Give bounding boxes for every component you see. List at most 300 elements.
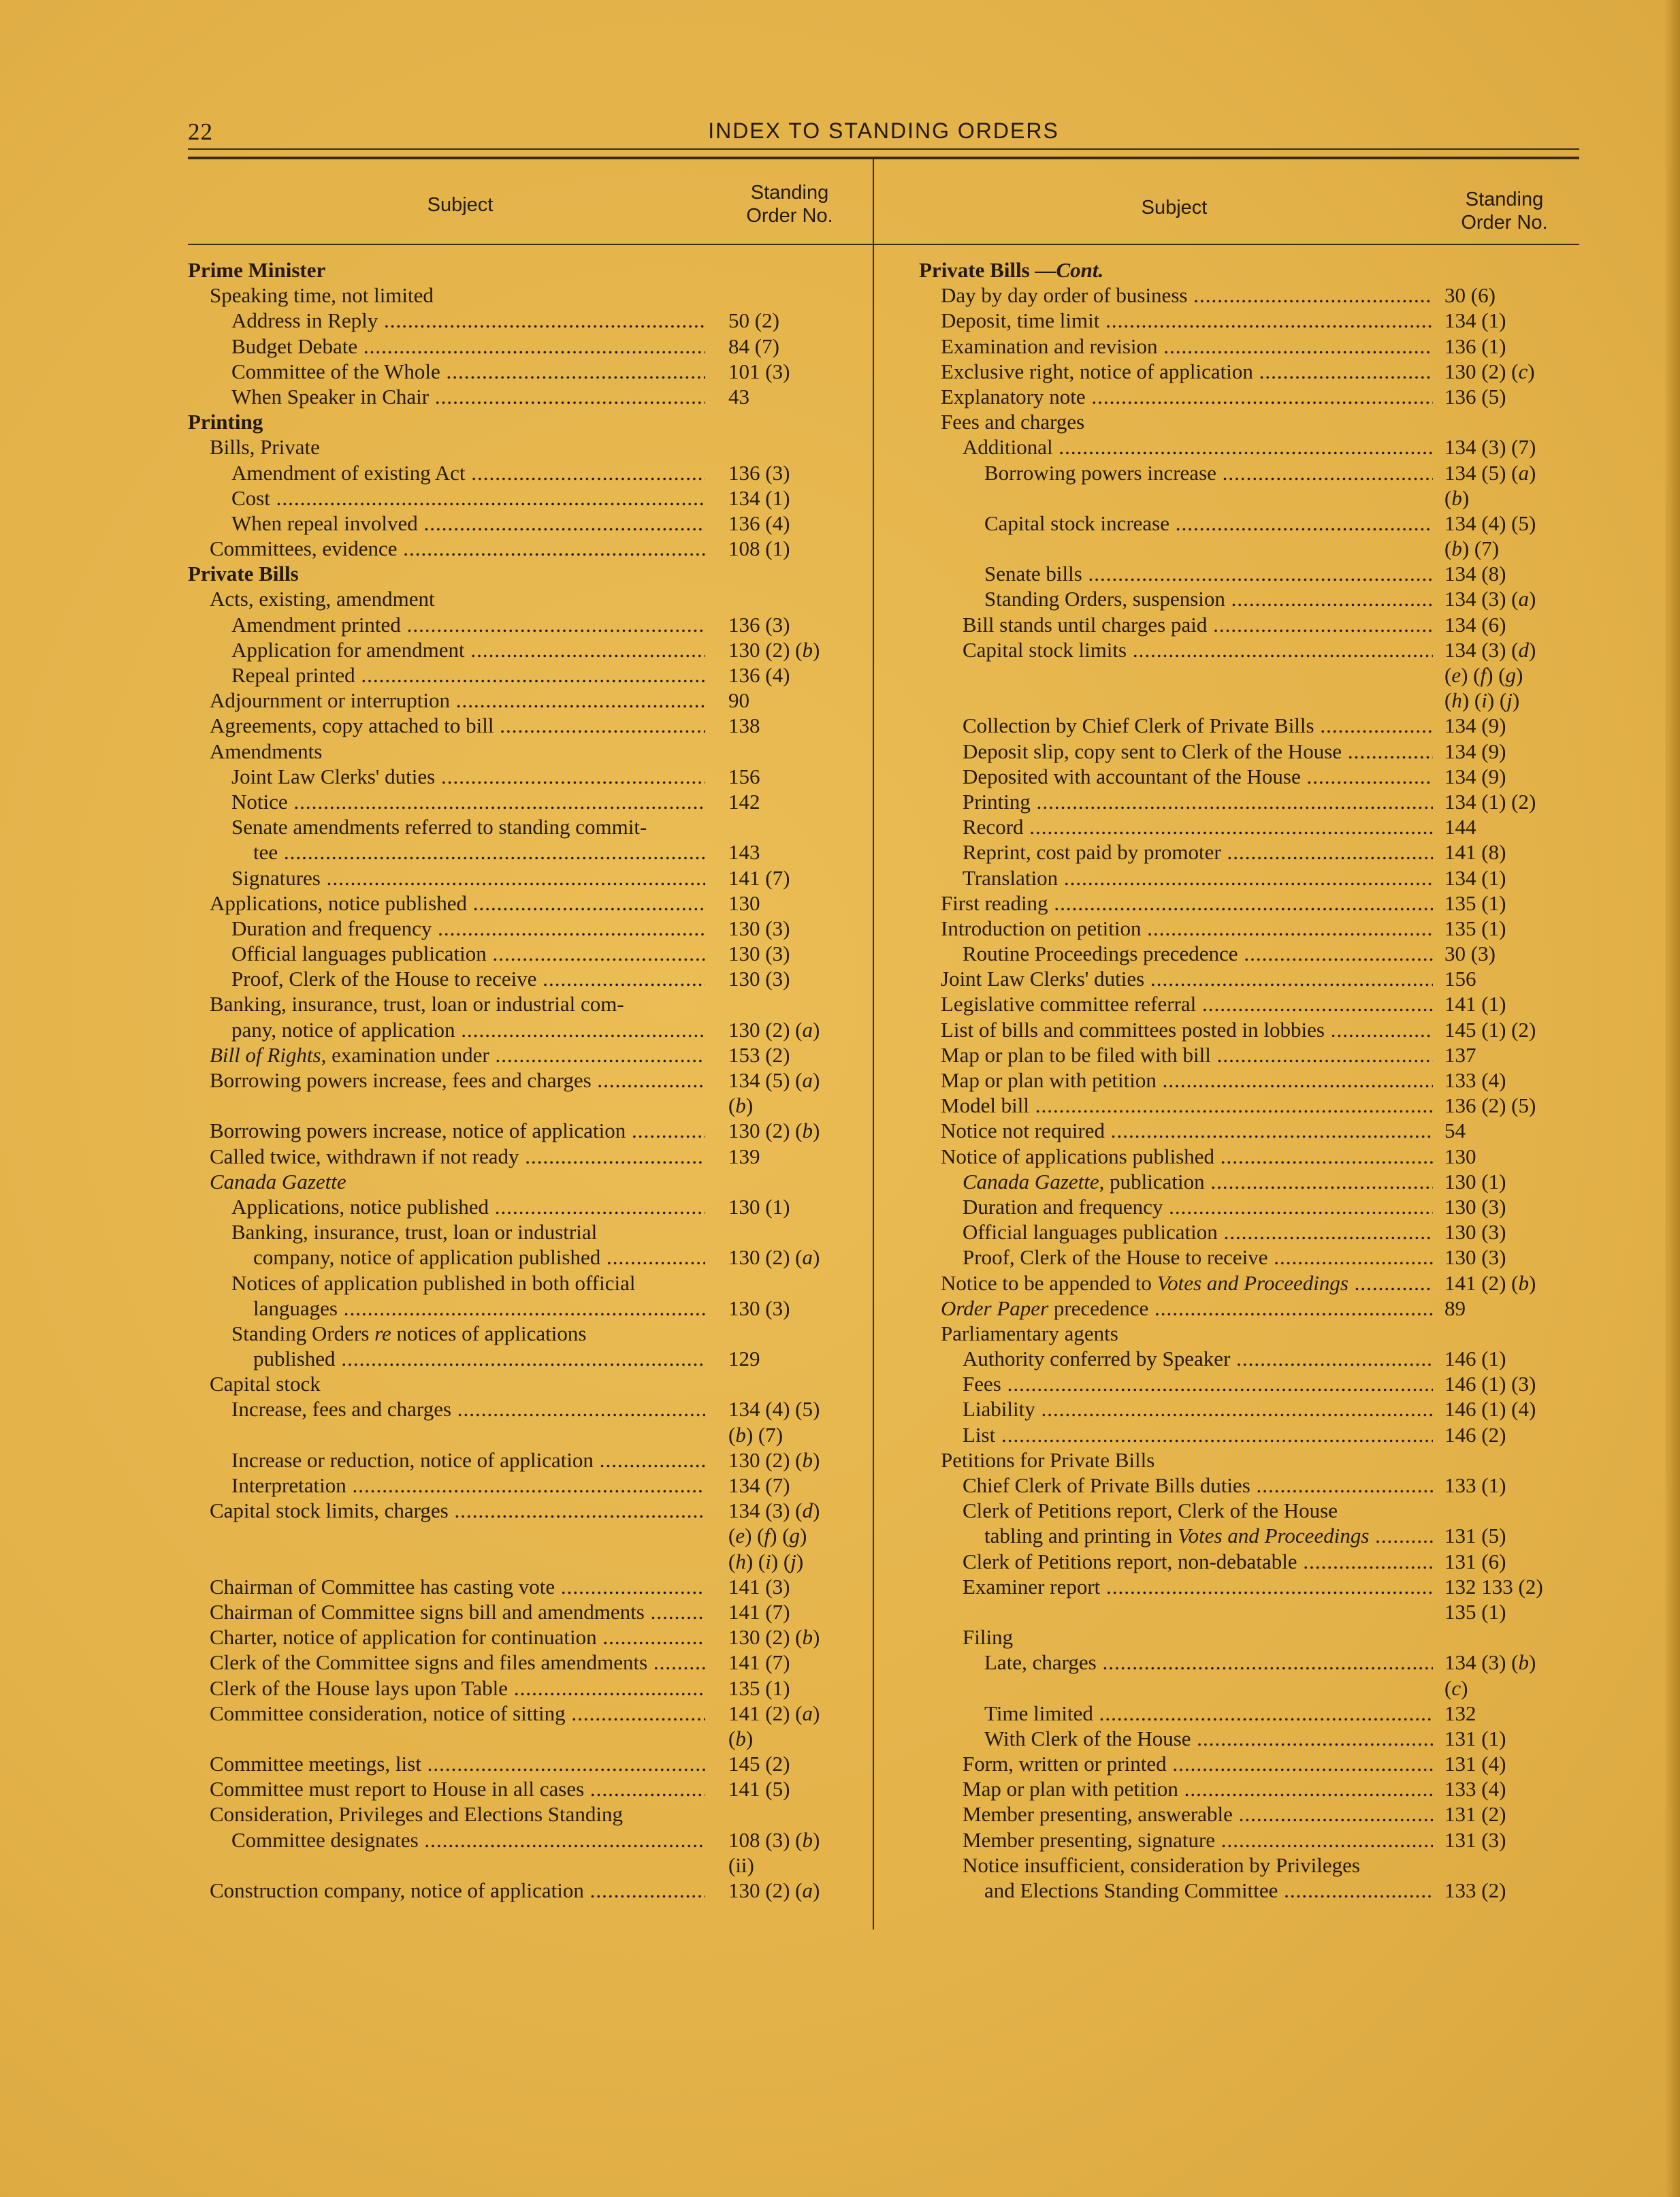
entry-order-number: 54 bbox=[1444, 1119, 1466, 1143]
index-entry bbox=[919, 1650, 1579, 1675]
entry-subject: Canada Gazette, publication ..... bbox=[919, 1169, 1433, 1194]
index-entry bbox=[188, 511, 840, 536]
entry-subject: Applications, notice published ..... bbox=[188, 1194, 705, 1219]
entry-subject: Official languages publication ..... bbox=[919, 1219, 1433, 1245]
entry-order-number: 30 (3) bbox=[1444, 942, 1496, 966]
index-entry bbox=[919, 713, 1579, 738]
index-reference-continuation bbox=[919, 485, 1579, 511]
entry-subject: Examination and revision ..... bbox=[919, 334, 1433, 359]
entry-subject bbox=[188, 1422, 705, 1447]
entry-subject: Authority conferred by Speaker ..... bbox=[919, 1346, 1433, 1371]
entry-subject: pany, notice of application ..... bbox=[188, 1017, 705, 1042]
entry-order-number: (b) (7) bbox=[1444, 536, 1500, 561]
index-entry bbox=[188, 1169, 840, 1194]
entry-subject: company, notice of application published ..... bbox=[188, 1245, 705, 1270]
entry-subject: Called twice, withdrawn if not ready ..... bbox=[188, 1144, 705, 1169]
entry-subject: Repeal printed ..... bbox=[188, 662, 705, 688]
entry-subject: and Elections Standing Committee ..... bbox=[919, 1878, 1433, 1903]
index-entry bbox=[188, 916, 840, 941]
index-entry bbox=[188, 1574, 840, 1599]
entry-subject: Notice of applications published ..... bbox=[919, 1144, 1433, 1169]
index-entry bbox=[919, 1701, 1579, 1726]
entry-order-number: 131 (6) bbox=[1444, 1549, 1506, 1573]
index-entry bbox=[188, 612, 840, 637]
entry-subject: Committees, evidence ..... bbox=[188, 536, 705, 561]
entry-subject: Chairman of Committee signs bill and amendments ..... bbox=[188, 1599, 705, 1624]
entry-order-number: 130 (2) (b) bbox=[728, 1119, 820, 1143]
entry-order-number: 156 bbox=[1444, 967, 1476, 991]
entry-order-number: 153 (2) bbox=[728, 1042, 790, 1067]
entry-order-number: 134 (4) (5) bbox=[728, 1397, 820, 1422]
entry-subject: Bills, Private bbox=[210, 435, 320, 460]
entry-order-number: 130 (2) (b) bbox=[728, 1625, 820, 1650]
entry-subject: Filing bbox=[963, 1625, 1014, 1650]
entry-subject: Notice insufficient, consideration by Privileges bbox=[963, 1853, 1360, 1877]
entry-order-number: 101 (3) bbox=[728, 359, 790, 383]
entry-order-number: 130 (1) bbox=[728, 1194, 790, 1219]
index-entry bbox=[919, 839, 1579, 865]
index-entry bbox=[188, 1346, 840, 1371]
entry-subject: Interpretation ..... bbox=[188, 1473, 705, 1498]
entry-order-number: (b) bbox=[728, 1726, 754, 1750]
entry-order-number: 134 (4) (5) bbox=[1444, 511, 1536, 535]
entry-order-number: 134 (6) bbox=[1444, 612, 1506, 637]
entry-subject: Chief Clerk of Private Bills duties ..... bbox=[919, 1473, 1433, 1498]
index-entry bbox=[919, 916, 1579, 941]
entry-subject: Notice to be appended to Votes and Proceedings ..... bbox=[919, 1270, 1433, 1296]
entry-subject: Deposit, time limit ..... bbox=[919, 308, 1433, 333]
entry-subject: Time limited ..... bbox=[919, 1701, 1433, 1726]
entry-order-number: 133 (4) bbox=[1444, 1068, 1506, 1092]
entry-order-number: 108 (1) bbox=[728, 536, 790, 561]
entry-order-number: 134 (7) bbox=[728, 1473, 790, 1497]
index-entry bbox=[188, 1473, 840, 1498]
top-rule-second bbox=[188, 157, 1579, 159]
entry-subject: List of bills and committees posted in lobbies ..... bbox=[919, 1017, 1433, 1042]
index-reference-continuation bbox=[919, 1599, 1579, 1624]
index-entry bbox=[919, 511, 1579, 536]
entry-order-number: 130 (2) (a) bbox=[728, 1017, 820, 1042]
entry-subject: Clerk of the House lays upon Table ..... bbox=[188, 1675, 705, 1701]
entry-subject: Bill of Rights, examination under ..... bbox=[188, 1042, 705, 1068]
index-entry bbox=[919, 283, 1579, 308]
index-entry bbox=[919, 1017, 1579, 1042]
index-entry bbox=[188, 1827, 840, 1853]
index-entry bbox=[188, 283, 840, 308]
index-reference-continuation bbox=[919, 1675, 1579, 1701]
index-entry bbox=[188, 460, 840, 485]
entry-order-number: 130 (2) (b) bbox=[728, 1447, 820, 1472]
index-entry bbox=[919, 308, 1579, 333]
page-edge bbox=[1665, 0, 1680, 2197]
index-entry bbox=[188, 865, 840, 891]
entry-order-number: 132 bbox=[1444, 1701, 1476, 1725]
entry-order-number: 134 (5) (a) bbox=[728, 1068, 820, 1092]
entry-subject: Fees ..... bbox=[919, 1371, 1433, 1396]
entry-order-number: 143 bbox=[728, 840, 760, 865]
left-order-header-line2: Order No. bbox=[746, 205, 833, 227]
index-entry bbox=[919, 1245, 1579, 1270]
entry-subject: Member presenting, signature ..... bbox=[919, 1827, 1433, 1853]
top-rule bbox=[188, 148, 1579, 150]
index-entry bbox=[919, 764, 1579, 789]
entry-subject: tee ..... bbox=[188, 839, 705, 865]
entry-subject: languages ..... bbox=[188, 1296, 705, 1321]
index-entry bbox=[919, 359, 1579, 384]
left-index-column bbox=[188, 257, 840, 1903]
entry-order-number: 134 (3) (7) bbox=[1444, 435, 1536, 460]
entry-subject: Construction company, notice of application ..... bbox=[188, 1878, 705, 1903]
index-entry bbox=[188, 662, 840, 688]
index-entry bbox=[919, 1321, 1579, 1346]
index-entry bbox=[188, 485, 840, 511]
entry-order-number: 141 (7) bbox=[728, 1650, 790, 1675]
entry-subject: Adjournment or interruption ..... bbox=[188, 688, 705, 713]
entry-subject: Committee of the Whole ..... bbox=[188, 359, 705, 384]
entry-order-number: (h) (i) (j) bbox=[1444, 688, 1520, 713]
index-entry bbox=[188, 308, 840, 333]
entry-subject: Liability ..... bbox=[919, 1396, 1433, 1422]
entry-subject: Clerk of Petitions report, non-debatable ..... bbox=[919, 1549, 1433, 1574]
index-entry bbox=[188, 966, 840, 991]
entry-order-number: 131 (2) bbox=[1444, 1802, 1506, 1827]
entry-order-number: 131 (1) bbox=[1444, 1726, 1506, 1750]
entry-order-number: 142 bbox=[728, 789, 760, 814]
index-reference-continuation bbox=[188, 1726, 840, 1751]
entry-subject: Notice not required ..... bbox=[919, 1118, 1433, 1143]
entry-subject bbox=[919, 1599, 1433, 1624]
entry-order-number: 134 (9) bbox=[1444, 713, 1506, 738]
index-entry bbox=[188, 1751, 840, 1776]
index-entry bbox=[188, 1650, 840, 1675]
left-order-header bbox=[722, 181, 858, 227]
entry-subject: Additional ..... bbox=[919, 434, 1433, 460]
index-entry bbox=[919, 1878, 1579, 1903]
entry-order-number: 130 (2) (b) bbox=[728, 637, 820, 662]
page-number: 22 bbox=[188, 118, 213, 145]
index-heading bbox=[188, 561, 840, 586]
entry-subject: Model bill ..... bbox=[919, 1093, 1433, 1118]
entry-order-number: 141 (5) bbox=[728, 1777, 790, 1801]
index-entry bbox=[919, 789, 1579, 814]
entry-subject bbox=[919, 1675, 1433, 1701]
entry-subject: Map or plan with petition ..... bbox=[919, 1776, 1433, 1801]
entry-subject: Day by day order of business ..... bbox=[919, 283, 1433, 308]
entry-order-number: 146 (1) (4) bbox=[1444, 1397, 1536, 1422]
entry-order-number: 134 (1) bbox=[728, 485, 790, 510]
entry-subject: Senate bills ..... bbox=[919, 561, 1433, 586]
index-entry bbox=[188, 536, 840, 561]
index-entry bbox=[188, 1017, 840, 1042]
index-entry bbox=[919, 1498, 1579, 1523]
entry-subject: Committee must report to House in all cases ..... bbox=[188, 1776, 705, 1801]
index-entry bbox=[919, 891, 1579, 916]
index-entry bbox=[919, 941, 1579, 966]
entry-subject: Committee consideration, notice of sitting ..... bbox=[188, 1701, 705, 1726]
entry-subject bbox=[188, 1726, 705, 1751]
index-entry bbox=[188, 739, 840, 764]
entry-subject: When repeal involved ..... bbox=[188, 511, 705, 536]
index-entry bbox=[919, 434, 1579, 460]
index-entry bbox=[188, 434, 840, 460]
entry-subject: Joint Law Clerks' duties ..... bbox=[188, 764, 705, 789]
entry-order-number: 84 (7) bbox=[728, 334, 779, 358]
index-entry bbox=[919, 1144, 1579, 1169]
entry-subject: Private Bills —Cont. bbox=[919, 258, 1104, 282]
entry-order-number: 89 bbox=[1444, 1296, 1466, 1320]
entry-order-number: 134 (3) (d) bbox=[728, 1498, 820, 1523]
entry-subject: Amendment of existing Act ..... bbox=[188, 460, 705, 485]
index-reference-continuation bbox=[188, 1093, 840, 1118]
entry-subject: Map or plan to be filed with bill ..... bbox=[919, 1042, 1433, 1068]
index-entry bbox=[188, 586, 840, 611]
entry-order-number: 133 (1) bbox=[1444, 1473, 1506, 1497]
entry-order-number: (c) bbox=[1444, 1675, 1468, 1700]
entry-subject: Capital stock limits, charges ..... bbox=[188, 1498, 705, 1523]
entry-order-number: 136 (1) bbox=[1444, 334, 1506, 358]
entry-subject: Exclusive right, notice of application ..... bbox=[919, 359, 1433, 384]
entry-order-number: 130 (3) bbox=[728, 1296, 790, 1320]
entry-subject: Reprint, cost paid by promoter ..... bbox=[919, 839, 1433, 865]
entry-subject: Joint Law Clerks' duties ..... bbox=[919, 966, 1433, 991]
index-entry bbox=[919, 637, 1579, 662]
index-entry bbox=[188, 1675, 840, 1701]
entry-order-number: (b) bbox=[1444, 485, 1470, 510]
entry-order-number: 136 (3) bbox=[728, 612, 790, 637]
index-entry bbox=[188, 1194, 840, 1219]
entry-subject: Address in Reply ..... bbox=[188, 308, 705, 333]
entry-order-number: 141 (7) bbox=[728, 1599, 790, 1624]
index-entry bbox=[919, 1296, 1579, 1321]
entry-order-number: 141 (7) bbox=[728, 865, 790, 890]
index-entry bbox=[188, 1321, 840, 1346]
index-entry bbox=[919, 966, 1579, 991]
index-entry bbox=[188, 1245, 840, 1270]
entry-order-number: 134 (3) (d) bbox=[1444, 637, 1536, 662]
index-entry bbox=[188, 637, 840, 662]
entry-subject: Application for amendment ..... bbox=[188, 637, 705, 662]
index-entry bbox=[919, 384, 1579, 409]
entry-order-number: 130 (2) (a) bbox=[728, 1245, 820, 1270]
entry-subject: Duration and frequency ..... bbox=[919, 1194, 1433, 1219]
entry-order-number: 132 133 (2) bbox=[1444, 1574, 1543, 1599]
index-entry bbox=[919, 334, 1579, 359]
entry-subject: Speaking time, not limited bbox=[210, 283, 434, 308]
index-entry bbox=[919, 1801, 1579, 1827]
entry-order-number: 50 (2) bbox=[728, 308, 779, 333]
index-entry bbox=[188, 1776, 840, 1801]
index-entry bbox=[919, 1751, 1579, 1776]
entry-subject: Order Paper precedence ..... bbox=[919, 1296, 1433, 1321]
entry-order-number: 130 (2) (c) bbox=[1444, 359, 1535, 383]
index-entry bbox=[188, 1396, 840, 1422]
entry-subject: Bill stands until charges paid ..... bbox=[919, 612, 1433, 637]
index-entry bbox=[188, 334, 840, 359]
entry-subject: Legislative committee referral ..... bbox=[919, 991, 1433, 1016]
entry-subject: Increase or reduction, notice of application ..... bbox=[188, 1447, 705, 1473]
entry-order-number: 141 (2) (b) bbox=[1444, 1270, 1536, 1295]
entry-subject: Notice ..... bbox=[188, 789, 705, 814]
right-order-header-line2: Order No. bbox=[1461, 212, 1548, 234]
left-order-header-line1: Standing bbox=[750, 182, 829, 204]
entry-order-number: 136 (3) bbox=[728, 460, 790, 485]
index-entry bbox=[919, 1093, 1579, 1118]
entry-subject: Official languages publication ..... bbox=[188, 941, 705, 966]
entry-order-number: 145 (1) (2) bbox=[1444, 1017, 1536, 1042]
index-entry bbox=[919, 460, 1579, 485]
entry-subject: Map or plan with petition ..... bbox=[919, 1068, 1433, 1093]
entry-subject: Applications, notice published ..... bbox=[188, 891, 705, 916]
entry-order-number: 134 (9) bbox=[1444, 764, 1506, 788]
entry-subject: First reading ..... bbox=[919, 891, 1433, 916]
index-heading bbox=[919, 257, 1579, 283]
entry-subject: Printing bbox=[188, 410, 263, 434]
entry-order-number: 130 (1) bbox=[1444, 1169, 1506, 1193]
index-entry bbox=[188, 891, 840, 916]
index-entry bbox=[188, 991, 840, 1016]
index-entry bbox=[919, 1726, 1579, 1751]
index-entry bbox=[919, 1853, 1579, 1878]
entry-subject: Cost ..... bbox=[188, 485, 705, 511]
entry-order-number: 130 bbox=[1444, 1144, 1476, 1168]
entry-order-number: 134 (3) (b) bbox=[1444, 1650, 1536, 1675]
entry-subject bbox=[919, 662, 1433, 688]
entry-order-number: 130 (3) bbox=[1444, 1220, 1506, 1245]
entry-order-number: 134 (1) bbox=[1444, 308, 1506, 333]
entry-subject: Charter, notice of application for continuation ..... bbox=[188, 1624, 705, 1650]
entry-subject: Parliamentary agents bbox=[941, 1321, 1118, 1345]
entry-subject: Fees and charges bbox=[941, 410, 1085, 434]
index-entry bbox=[188, 814, 840, 839]
entry-subject: Standing Orders re notices of applications bbox=[231, 1321, 587, 1345]
entry-order-number: 134 (1) bbox=[1444, 865, 1506, 890]
index-entry bbox=[188, 764, 840, 789]
index-entry bbox=[919, 1447, 1579, 1473]
index-entry bbox=[188, 1270, 840, 1296]
entry-subject: Translation ..... bbox=[919, 865, 1433, 891]
entry-order-number: 130 (3) bbox=[1444, 1245, 1506, 1270]
entry-subject: Examiner report ..... bbox=[919, 1574, 1433, 1599]
index-entry bbox=[919, 1371, 1579, 1396]
running-head bbox=[188, 118, 1579, 151]
entry-order-number: 30 (6) bbox=[1444, 283, 1496, 308]
entry-order-number: 141 (2) (a) bbox=[728, 1701, 820, 1725]
entry-subject: Petitions for Private Bills bbox=[941, 1447, 1155, 1472]
index-entry bbox=[188, 1701, 840, 1726]
index-entry bbox=[188, 359, 840, 384]
entry-order-number: 131 (5) bbox=[1444, 1524, 1506, 1548]
index-reference-continuation bbox=[188, 1549, 840, 1574]
entry-subject: Collection by Chief Clerk of Private Bills ..... bbox=[919, 713, 1433, 738]
entry-subject: Consideration, Privileges and Elections Standing bbox=[210, 1802, 623, 1827]
index-reference-continuation bbox=[919, 536, 1579, 561]
entry-order-number: 133 (4) bbox=[1444, 1777, 1506, 1801]
entry-order-number: 131 (4) bbox=[1444, 1752, 1506, 1776]
entry-order-number: 135 (1) bbox=[1444, 1599, 1506, 1624]
entry-subject: When Speaker in Chair ..... bbox=[188, 384, 705, 409]
entry-order-number: (e) (f) (g) bbox=[728, 1524, 807, 1548]
entry-subject: Private Bills bbox=[188, 562, 299, 586]
index-entry bbox=[919, 1549, 1579, 1574]
entry-order-number: 136 (2) (5) bbox=[1444, 1093, 1536, 1118]
entry-subject: Amendments bbox=[210, 739, 323, 763]
index-entry bbox=[919, 1068, 1579, 1093]
index-entry bbox=[188, 384, 840, 409]
entry-order-number: 130 (3) bbox=[728, 942, 790, 966]
index-entry bbox=[919, 991, 1579, 1016]
entry-order-number: 141 (1) bbox=[1444, 992, 1506, 1016]
entry-subject: Member presenting, answerable ..... bbox=[919, 1801, 1433, 1827]
entry-order-number: 134 (8) bbox=[1444, 562, 1506, 586]
entry-subject: List ..... bbox=[919, 1422, 1433, 1447]
entry-subject: Borrowing powers increase, notice of application ..... bbox=[188, 1118, 705, 1143]
entry-order-number: 43 bbox=[728, 384, 749, 408]
index-entry bbox=[919, 1422, 1579, 1447]
entry-subject bbox=[188, 1853, 705, 1878]
entry-order-number: (h) (i) (j) bbox=[728, 1549, 804, 1573]
entry-order-number: 135 (1) bbox=[1444, 916, 1506, 940]
entry-order-number: 146 (2) bbox=[1444, 1422, 1506, 1447]
index-heading bbox=[188, 257, 840, 283]
entry-subject: tabling and printing in Votes and Proceedings ..... bbox=[919, 1523, 1433, 1548]
index-heading bbox=[188, 409, 840, 434]
entry-order-number: 146 (1) bbox=[1444, 1347, 1506, 1371]
entry-subject: Clerk of the Committee signs and files amendments ..... bbox=[188, 1650, 705, 1675]
entry-subject: Canada Gazette bbox=[210, 1169, 346, 1193]
index-entry bbox=[919, 814, 1579, 839]
index-entry bbox=[188, 1118, 840, 1143]
entry-order-number: 90 bbox=[728, 688, 749, 713]
index-reference-continuation bbox=[188, 1422, 840, 1447]
index-entry bbox=[919, 1169, 1579, 1194]
index-entry bbox=[188, 1599, 840, 1624]
entry-subject: Budget Debate ..... bbox=[188, 334, 705, 359]
index-entry bbox=[919, 1396, 1579, 1422]
index-entry bbox=[919, 1574, 1579, 1599]
entry-order-number: 135 (1) bbox=[1444, 891, 1506, 915]
right-order-header bbox=[1429, 188, 1579, 234]
entry-subject: Deposited with accountant of the House ..... bbox=[919, 764, 1433, 789]
index-entry bbox=[919, 1219, 1579, 1245]
right-order-header-line1: Standing bbox=[1465, 189, 1544, 210]
index-entry bbox=[919, 739, 1579, 764]
index-entry bbox=[919, 586, 1579, 611]
entry-order-number: 145 (2) bbox=[728, 1752, 790, 1776]
index-entry bbox=[919, 409, 1579, 434]
entry-order-number: 138 bbox=[728, 713, 760, 738]
index-entry bbox=[919, 1118, 1579, 1143]
index-entry bbox=[919, 1270, 1579, 1296]
index-entry bbox=[188, 688, 840, 713]
index-entry bbox=[188, 1068, 840, 1093]
entry-order-number: (e) (f) (g) bbox=[1444, 663, 1523, 687]
index-entry bbox=[188, 1801, 840, 1827]
index-entry bbox=[188, 941, 840, 966]
entry-order-number: 146 (1) (3) bbox=[1444, 1372, 1536, 1396]
left-subject-header: Subject bbox=[427, 194, 494, 216]
entry-order-number: 130 (2) (a) bbox=[728, 1878, 820, 1902]
entry-order-number: 134 (1) (2) bbox=[1444, 789, 1536, 814]
index-entry bbox=[188, 1296, 840, 1321]
entry-order-number: (b) bbox=[728, 1093, 754, 1118]
entry-subject: Committee designates ..... bbox=[188, 1827, 705, 1853]
index-entry bbox=[919, 1523, 1579, 1548]
index-entry bbox=[919, 865, 1579, 891]
index-entry bbox=[188, 1144, 840, 1169]
entry-order-number: 141 (8) bbox=[1444, 840, 1506, 865]
entry-subject: Routine Proceedings precedence ..... bbox=[919, 941, 1433, 966]
entry-subject bbox=[188, 1549, 705, 1574]
